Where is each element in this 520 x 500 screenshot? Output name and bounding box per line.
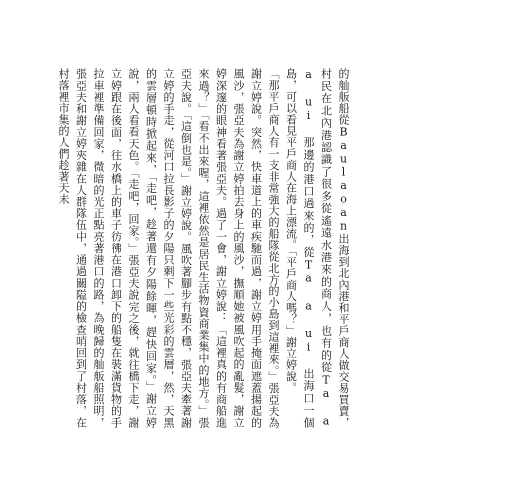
vertical-text-block	[55, 68, 353, 428]
paragraph: 「那平戶商人有一支非常強大的船隊從北方的小島到這裡來。」張亞夫為謝立婷說。突然，快車道上的車疾馳而過，謝立婷用手掩面遮蓋揚起的風沙，張亞夫為謝立婷拍去身上的風沙，撫順她被風吹起的亂髮，謝立婷深邃的眼神看著張亞夫。過了一會，謝立婷說：「這裡真的有商船進來過？」「看不出來喔，這裡依然是居民生活物資商業集中的地方。」張亞夫說。「這倒也是。」謝立婷說。風吹著腳步有點不穩，張亞夫牽著謝立婷的手走，從河口拉長影子的夕陽只剩下一些光彩的雲層，然，天黑的雲層頓時掀起來，「走吧，趁著還有夕陽餘暉，趕快回家。」謝立婷說，兩人看看天色。「走吧，回家。」張亞夫說完之後，就往橋下走，謝立婷跟在後面，往水橋上的車子彷彿在港口卸下的船隻在裝滿貨物的手拉車裡準備回家，微暗的光正點亮著港口的路，為晚歸的舢舨船照明，張亞夫和謝立婷夾雜在人群隊伍中，通過關隘的檢查哨回到了村落，在村落裡市集的人們趁著天未	[57, 68, 280, 428]
paragraph: 的舢舨船從Baulaoan出海到北內港和平戶商人做交易買賣，村民在北內港認識了很多從遙遠水港來的商人，也有的從Ta a a ui 那邊的港口過來的，從Ta a ui 出海口一個島，可以看見平戶商人在海上漂流。「平戶商人嗎？」謝立婷說。	[284, 68, 350, 428]
